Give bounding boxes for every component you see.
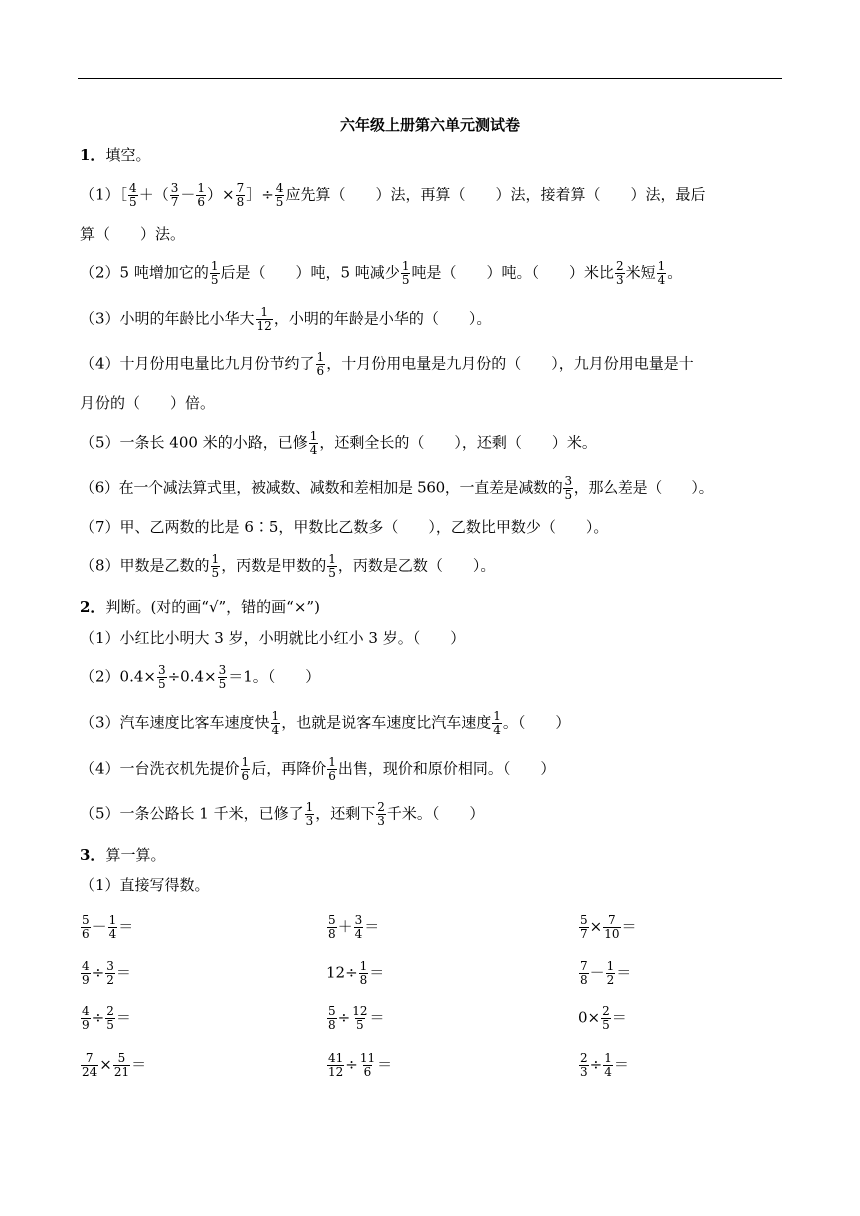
fraction: $\frac{3}{5}$ [218, 663, 227, 691]
question-1-4: （4）十月份用电量比九月份节约了 $\frac{1}{6}$ ，十月份用电量是九月份的（ ），九月份用电量是十 [80, 350, 694, 378]
fraction: $\frac{7}{8}$ [580, 959, 588, 987]
fraction: $\frac{11}{6}$ [359, 1051, 376, 1079]
fraction: $\frac{2}{3}$ [377, 800, 385, 828]
fraction: $\frac{5}{8}$ [328, 1004, 336, 1032]
fraction: $\frac{12}{5}$ [352, 1004, 368, 1032]
calc-item: $\frac{4}{9}$ ÷ $\frac{2}{5}$ ＝ [82, 1004, 131, 1032]
calc-item: $\frac{7}{24}$ × $\frac{5}{21}$ ＝ [82, 1051, 147, 1079]
fraction: $\frac{1}{5}$ [328, 552, 336, 580]
fraction: $\frac{3}{4}$ [354, 913, 363, 941]
fraction: $\frac{1}{4}$ [493, 709, 501, 737]
section-2-heading: 2．判断。(对的画“√”，错的画“×”) [80, 598, 320, 616]
fraction: $\frac{2}{5}$ [106, 1004, 114, 1032]
fraction: $\frac{1}{4}$ [271, 709, 280, 737]
calc-item: $\frac{2}{3}$ ÷ $\frac{1}{4}$ ＝ [580, 1051, 629, 1079]
fraction: $\frac{2}{3}$ [615, 259, 624, 287]
question-2-3: （3）汽车速度比客车速度快 $\frac{1}{4}$ ，也就是说客车速度比汽车速度 $\frac{1}{4}$ 。（ ） [80, 709, 571, 737]
fraction: $\frac{1}{6}$ [197, 181, 205, 209]
fraction: $\frac{4}{5}$ [275, 181, 284, 209]
section-3-heading: 3．算一算。 [80, 846, 166, 864]
page-title: 六年级上册第六单元测试卷 [339, 116, 520, 134]
fraction: $\frac{7}{10}$ [604, 913, 620, 941]
top-rule [78, 78, 782, 79]
fraction: $\frac{5}{8}$ [328, 913, 336, 941]
calc-item: $\frac{7}{8}$ － $\frac{1}{2}$ ＝ [580, 959, 632, 987]
question-2-4: （4）一台洗衣机先提价 $\frac{1}{6}$ 后，再降价 $\frac{1}{6}$ 出售，现价和原价相同。（ ） [80, 755, 556, 783]
calc-item: $\frac{4}{9}$ ÷ $\frac{3}{2}$ ＝ [82, 959, 131, 987]
fraction: $\frac{5}{21}$ [113, 1051, 130, 1079]
question-1-2: （2）5 吨增加它的 $\frac{1}{5}$ 后是（ ）吨，5 吨减少 $\frac{1}{5}$ 吨是（ ）吨。（ ）米比 $\frac{2}{3}$ 米短 $\frac{1}{4}$ 。 [80, 259, 683, 287]
fraction: $\frac{1}{12}$ [256, 305, 272, 333]
fraction: $\frac{3}{7}$ [170, 181, 179, 209]
calc-item: 12÷ $\frac{1}{8}$ ＝ [326, 959, 385, 987]
fraction: $\frac{5}{6}$ [82, 913, 90, 941]
question-1-7: （7）甲、乙两数的比是 6∶5，甲数比乙数多（ ），乙数比甲数少（ ）。 [80, 518, 609, 536]
fraction: $\frac{1}{5}$ [210, 259, 219, 287]
fraction: $\frac{3}{5}$ [564, 474, 572, 502]
fraction: $\frac{3}{5}$ [157, 663, 166, 691]
fraction: $\frac{3}{2}$ [106, 959, 114, 987]
fraction: $\frac{1}{6}$ [316, 350, 325, 378]
fraction: $\frac{1}{2}$ [606, 959, 615, 987]
question-1-1: （1）［ $\frac{4}{5}$ ＋（ $\frac{3}{7}$ － $\frac{1}{6}$ ）× $\frac{7}{8}$ ］÷ $\frac{4}{5}$ 应先算（ ）法，再算（ ）法，接着算（ ）法，最后 [80, 181, 706, 209]
fraction: $\frac{1}{8}$ [359, 959, 368, 987]
calc-item: $\frac{5}{7}$ × $\frac{7}{10}$ ＝ [580, 913, 637, 941]
fraction: $\frac{4}{9}$ [82, 959, 90, 987]
fraction: $\frac{7}{24}$ [82, 1051, 98, 1079]
question-2-1: （1）小红比小明大 3 岁，小明就比小红小 3 岁。（ ） [80, 629, 466, 647]
section-1-heading [80, 144, 150, 166]
fraction: $\frac{1}{6}$ [328, 755, 336, 783]
calc-item: $\frac{5}{6}$ － $\frac{1}{4}$ ＝ [82, 913, 134, 941]
fraction: $\frac{1}{4}$ [108, 913, 117, 941]
section-number: 1． [80, 146, 106, 164]
fraction: $\frac{5}{7}$ [580, 913, 588, 941]
question-2-5: （5）一条公路长 1 千米，已修了 $\frac{1}{3}$ ，还剩下 $\frac{2}{3}$ 千米。（ ） [80, 800, 485, 828]
question-1-3: （3）小明的年龄比小华大 $\frac{1}{12}$ ，小明的年龄是小华的（ ）。 [80, 305, 492, 333]
section-text: 填空。 [105, 146, 151, 164]
fraction: $\frac{4}{9}$ [82, 1004, 90, 1032]
subsection-3-1: （1）直接写得数。 [80, 876, 210, 894]
fraction: $\frac{1}{4}$ [657, 259, 666, 287]
fraction: $\frac{7}{8}$ [236, 181, 245, 209]
fraction: $\frac{1}{4}$ [604, 1051, 612, 1079]
calc-item: $\frac{41}{12}$ ÷ $\frac{11}{6}$ ＝ [328, 1051, 393, 1079]
question-2-2: （2）0.4× $\frac{3}{5}$ ÷0.4× $\frac{3}{5}$ ＝1。（ ） [80, 663, 321, 691]
question-1-6: （6）在一个减法算式里，被减数、减数和差相加是 560，一直差是减数的 $\frac{3}{5}$ ，那么差是（ ）。 [80, 474, 714, 502]
question-1-8: （8）甲数是乙数的 $\frac{1}{5}$ ，丙数是甲数的 $\frac{1}{5}$ ，丙数是乙数（ ）。 [80, 552, 496, 580]
fraction: $\frac{2}{3}$ [580, 1051, 588, 1079]
calc-item: $\frac{5}{8}$ ＋ $\frac{3}{4}$ ＝ [328, 913, 380, 941]
fraction: $\frac{1}{5}$ [211, 552, 220, 580]
question-1-1-continued: 算（ ）法。 [80, 225, 186, 243]
fraction: $\frac{1}{4}$ [309, 429, 318, 457]
fraction: $\frac{4}{5}$ [129, 181, 137, 209]
calc-item: $\frac{5}{8}$ ÷ $\frac{12}{5}$ ＝ [328, 1004, 385, 1032]
fraction: $\frac{1}{5}$ [401, 259, 410, 287]
question-1-5: （5）一条长 400 米的小路，已修 $\frac{1}{4}$ ，还剩全长的（ ），还剩（ ）米。 [80, 429, 597, 457]
question-1-4-continued: 月份的（ ）倍。 [80, 394, 216, 412]
fraction: $\frac{2}{5}$ [602, 1004, 610, 1032]
fraction: $\frac{1}{3}$ [305, 800, 314, 828]
calc-item: 0× $\frac{2}{5}$ ＝ [578, 1004, 627, 1032]
fraction: $\frac{1}{6}$ [241, 755, 250, 783]
fraction: $\frac{41}{12}$ [328, 1051, 344, 1079]
